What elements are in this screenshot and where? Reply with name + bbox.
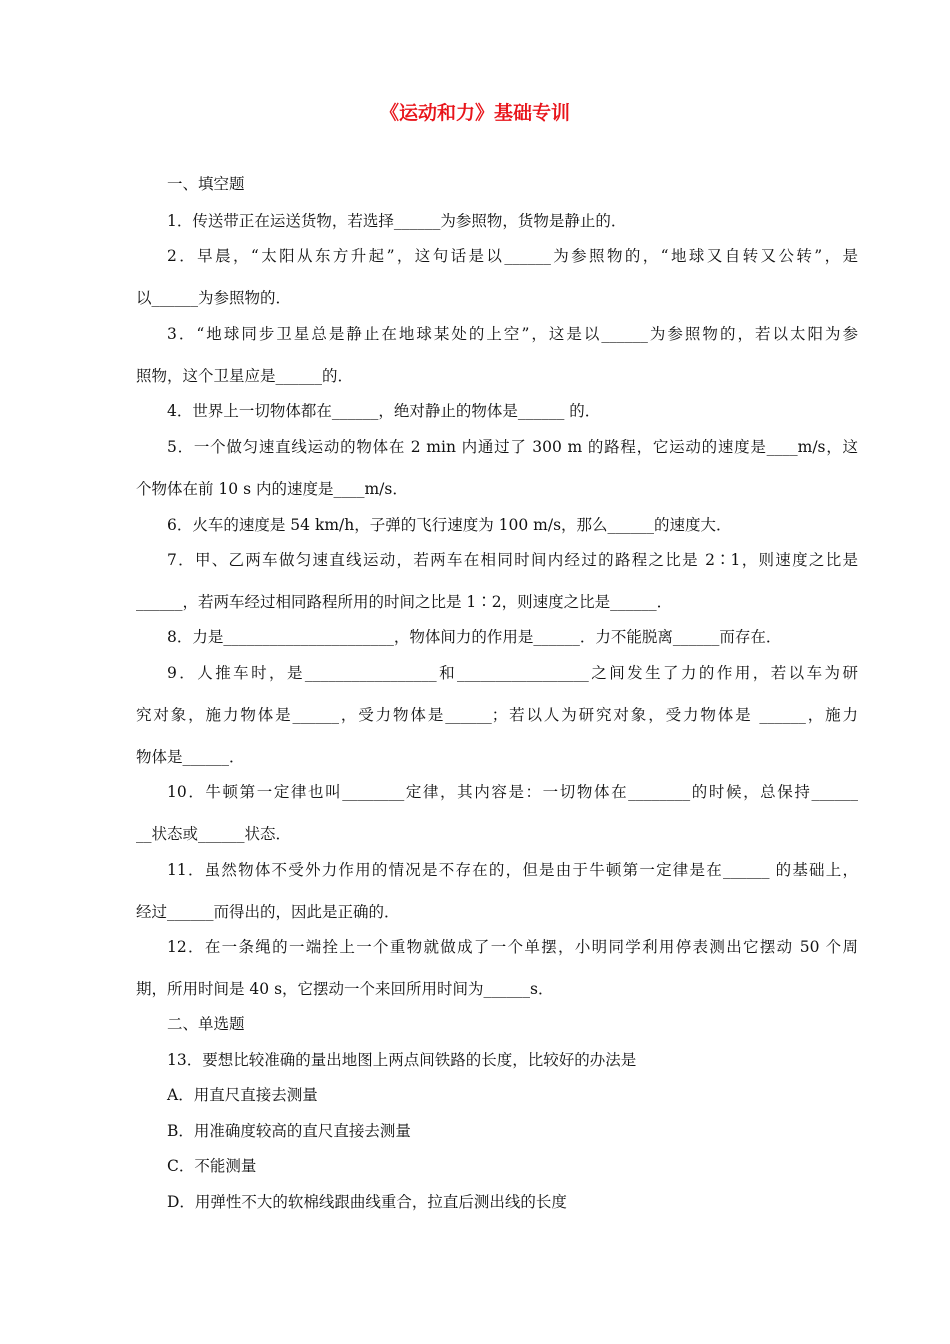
text-line: 4．世界上一切物体都在______，绝对静止的物体是______ 的． xyxy=(167,402,601,420)
text-line: __状态或______状态． xyxy=(136,825,292,843)
text-line: ______，若两车经过相同路程所用的时间之比是 1∶2，则速度之比是______． xyxy=(136,593,673,611)
text-line: 二、单选题 xyxy=(167,1015,245,1033)
text-line: 6．火车的速度是 54 km/h，子弹的飞行速度为 100 m/s，那么______的速度大． xyxy=(167,516,732,534)
text-line: 1．传送带正在运送货物，若选择______为参照物，货物是静止的． xyxy=(167,212,627,230)
text-line: 究对象，施力物体是______，受力物体是______；若以人为研究对象，受力物体是 ______，施力 xyxy=(136,706,858,724)
text-line: 3．“地球同步卫星总是静止在地球某处的上空”，这是以______为参照物的，若以太阳为参 xyxy=(167,325,858,343)
text-line: 期，所用时间是 40 s，它摆动一个来回所用时间为______s． xyxy=(136,980,554,998)
text-line: B．用准确度较高的直尺直接去测量 xyxy=(167,1122,411,1140)
text-line: 7．甲、乙两车做匀速直线运动，若两车在相同时间内经过的路程之比是 2∶1，则速度之比是 xyxy=(167,551,858,569)
text-line: 13．要想比较准确的量出地图上两点间铁路的长度，比较好的办法是 xyxy=(167,1051,637,1069)
text-line: 10．牛顿第一定律也叫________定律，其内容是：一切物体在________的时候，总保持______ xyxy=(167,783,858,801)
text-line: 5．一个做匀速直线运动的物体在 2 min 内通过了 300 m 的路程，它运动的速度是____m/s，这 xyxy=(167,438,858,456)
text-line: C．不能测量 xyxy=(167,1157,257,1175)
text-line: 一、填空题 xyxy=(167,175,245,193)
text-line: 2．早晨，“太阳从东方升起”，这句话是以______为参照物的，“地球又自转又公转”，是 xyxy=(167,247,858,265)
text-line: A．用直尺直接去测量 xyxy=(167,1086,318,1104)
text-line: D．用弹性不大的软棉线跟曲线重合，拉直后测出线的长度 xyxy=(167,1193,567,1211)
page-title: 《运动和力》基础专训 xyxy=(379,102,570,124)
text-line: 个物体在前 10 s 内的速度是____m/s． xyxy=(136,480,408,498)
text-line: 9．人推车时，是_________________和_________________之间发生了力的作用，若以车为研 xyxy=(167,664,858,682)
text-line: 物体是______． xyxy=(136,748,245,766)
text-line: 照物，这个卫星应是______的． xyxy=(136,367,354,385)
text-line: 以______为参照物的． xyxy=(136,289,292,307)
text-line: 11．虽然物体不受外力作用的情况是不存在的，但是由于牛顿第一定律是在______ 的基础上， xyxy=(167,861,858,879)
text-line: 12．在一条绳的一端拴上一个重物就做成了一个单摆，小明同学利用停表测出它摆动 50 个周 xyxy=(167,938,858,956)
text-line: 经过______而得出的，因此是正确的． xyxy=(136,903,400,921)
text-line: 8．力是______________________，物体间力的作用是______．力不能脱离______而存在． xyxy=(167,628,782,646)
